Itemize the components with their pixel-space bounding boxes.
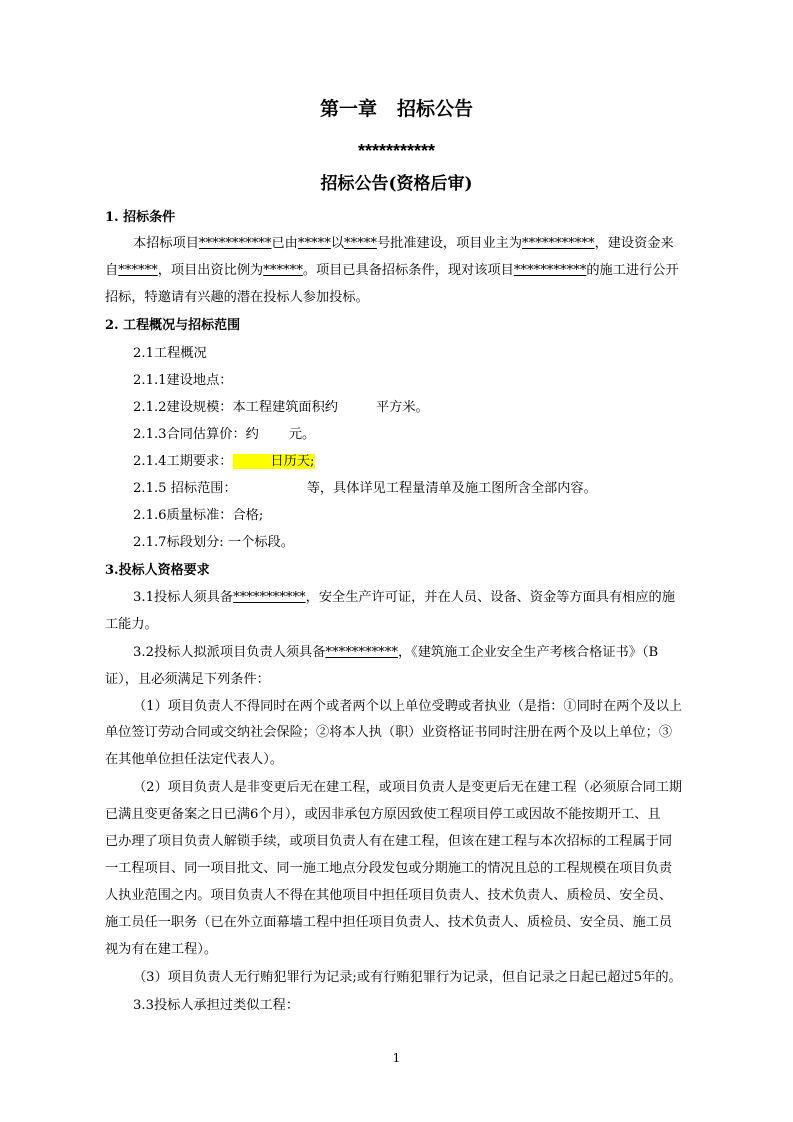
paragraph-line: 一工程项目、同一项目批文、同一施工地点分段发包或分期施工的情况且总的工程规模在项目负责: [105, 861, 673, 876]
paragraph-line: 招标，特邀请有兴趣的潜在投标人参加投标。: [105, 290, 369, 305]
paragraph-line: 3.3投标人承担过类似工程：: [133, 998, 300, 1013]
paragraph-line: 自******，项目出资比例为******。项目已具备招标条件，现对该项目***********的施工进行公开: [105, 263, 679, 278]
list-item: 2.1.1建设地点：: [133, 373, 233, 388]
paragraph-line: 单位签订劳动合同或交纳社会保险；②将本人执（职）业资格证书同时注册在两个及以上单位；③: [105, 725, 673, 740]
section-1-heading: 1. 招标条件: [105, 210, 176, 225]
paragraph-line: 在其他单位担任法定代表人）。: [105, 752, 284, 767]
paragraph-line: 已办理了项目负责人解锁手续，或项目负责人有在建工程，但该在建工程与本次招标的工程属于同: [105, 834, 673, 849]
list-item: 2.1.7标段划分: 一个标段。: [133, 535, 294, 550]
paragraph-line: 人执业范围之内。项目负责人不得在其他项目中担任项目负责人、技术负责人、质检员、安全员、: [105, 888, 673, 903]
chapter-title: [0, 96, 793, 122]
paragraph-line: （3）项目负责人无行贿犯罪行为记录;或有行贿犯罪行为记录，但自记录之日起已超过5年的。: [133, 970, 682, 985]
paragraph-line: 工能力。: [105, 617, 158, 632]
paragraph-line: 3.2投标人拟派项目负责人须具备***********，《建筑施工企业安全生产考核合格证书》（B: [133, 645, 659, 660]
chapter-number: 第一章: [319, 98, 377, 120]
section-2-heading: 2. 工程概况与招标范围: [105, 318, 241, 333]
chapter-name: 招标公告: [397, 98, 474, 120]
list-item: 2.1.3合同估算价：约 元。: [133, 427, 316, 442]
paragraph-line: 本招标项目***********已由*****以*****号批准建设，项目业主为***********，建设资金来: [133, 236, 674, 251]
section-3-heading: 3.投标人资格要求: [105, 563, 210, 578]
paragraph-line: 施工员任一职务（已在外立面幕墙工程中担任项目负责人、技术负责人、质检员、安全员、施工员: [105, 915, 673, 930]
list-item: 2.1.5 招标范围： 等，具体详见工程量清单及施工图所含全部内容。: [133, 481, 597, 496]
list-item: 2.1工程概况: [133, 346, 207, 361]
paragraph-line: 已满且变更备案之日已满6个月），或因非承包方原因致使工程项目停工或因故不能按期开工、且: [105, 807, 661, 822]
paragraph-line: 证），且必须满足下列条件：: [105, 672, 270, 687]
paragraph-line: 视为有在建工程）。: [105, 942, 218, 957]
page-number: 1: [392, 1051, 401, 1065]
list-item: 2.1.2建设规模：本工程建筑面积约 平方米。: [133, 400, 429, 415]
paragraph-line: （2）项目负责人是非变更后无在建工程，或项目负责人是变更后无在建工程（必须原合同工期: [133, 780, 683, 795]
highlighted-duration: 日历天;: [233, 454, 315, 469]
paragraph-line: （1）项目负责人不得同时在两个或者两个以上单位受聘或者执业（是指：①同时在两个及以上: [133, 699, 683, 714]
project-name-placeholder: ***********: [357, 141, 436, 161]
list-item: 2.1.4工期要求： 日历天;: [133, 454, 315, 469]
paragraph-line: 3.1投标人须具备***********，安全生产许可证，并在人员、设备、资金等方面具有相应的施: [133, 590, 675, 605]
page-subtitle: 招标公告(资格后审): [320, 174, 473, 194]
list-item: 2.1.6质量标准：合格;: [133, 508, 264, 523]
